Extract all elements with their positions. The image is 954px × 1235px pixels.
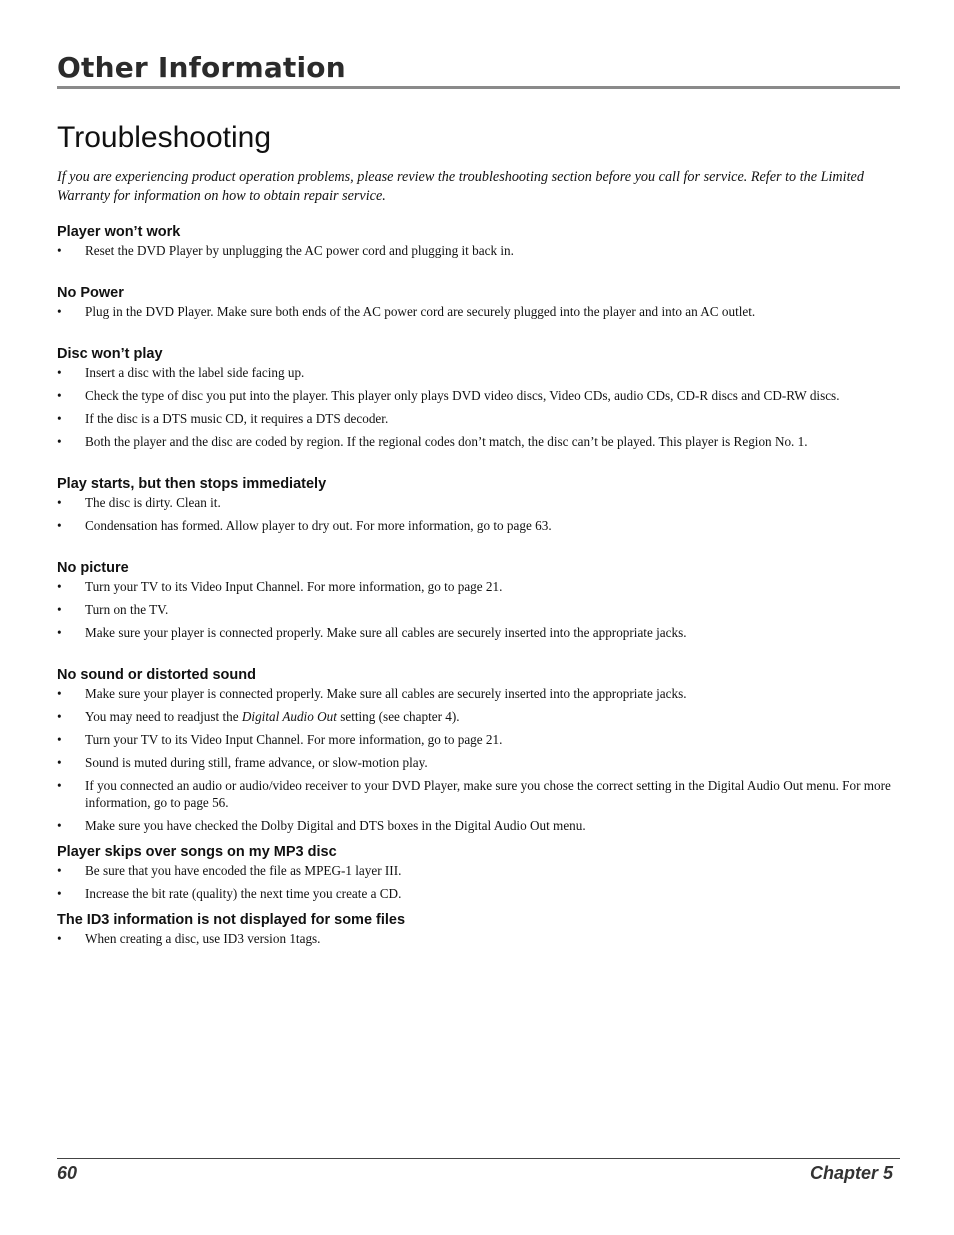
bullet-icon: • (57, 931, 62, 946)
bullet-list (57, 930, 900, 947)
item-text: If the disc is a DTS music CD, it requires a DTS decoder. (85, 411, 389, 426)
list-item (57, 708, 900, 725)
item-text: If you connected an audio or audio/video receiver to your DVD Player, make sure you chose the correct setting in the Digital Audio Out menu. For more information, go to page 56. (85, 778, 895, 810)
item-text-after: setting (see chapter 4). (336, 709, 460, 724)
item-text-emphasis: Digital Audio Out (241, 709, 337, 724)
item-text: Check the type of disc you put into the player. This player only plays DVD video discs, Video CDs, audio CDs, CD-R discs and CD-RW discs. (85, 388, 840, 403)
item-text: Sound is muted during still, frame advance, or slow-motion play. (85, 755, 428, 770)
bullet-icon: • (57, 518, 62, 533)
troubleshooting-section (57, 474, 900, 534)
section-heading: Player skips over songs on my MP3 disc (57, 844, 337, 860)
list-item (57, 387, 900, 404)
bullet-icon: • (57, 579, 62, 594)
troubleshooting-section (57, 558, 900, 641)
bullet-icon: • (57, 411, 62, 426)
list-item (57, 601, 900, 618)
troubleshooting-section (57, 344, 900, 450)
bullet-list (57, 578, 900, 641)
intro-paragraph: If you are experiencing product operation problems, please review the troubleshooting section before you call for service. Refer to the Limited Warranty for information on how to obtain repair service. (57, 169, 864, 204)
troubleshooting-section (57, 842, 900, 902)
item-text: Increase the bit rate (quality) the next time you create a CD. (85, 886, 402, 901)
list-item (57, 624, 900, 641)
item-text: Insert a disc with the label side facing up. (85, 365, 305, 380)
troubleshooting-section (57, 665, 900, 834)
list-item (57, 517, 900, 534)
item-text: Be sure that you have encoded the file as MPEG-1 layer III. (85, 863, 402, 878)
item-text: When creating a disc, use ID3 version 1tags. (85, 931, 321, 946)
bullet-icon: • (57, 778, 62, 793)
section-heading: Disc won’t play (57, 346, 163, 362)
section-heading: No picture (57, 560, 129, 576)
bullet-list (57, 685, 900, 834)
page-title: Troubleshooting (57, 121, 272, 154)
item-text: Both the player and the disc are coded by region. If the regional codes don’t match, the disc can’t be played. This player is Region No. 1. (85, 434, 808, 449)
section-heading: Play starts, but then stops immediately (57, 476, 327, 492)
item-text: Make sure your player is connected properly. Make sure all cables are securely inserted into the appropriate jacks. (85, 625, 687, 640)
list-item (57, 364, 900, 381)
item-text: Make sure your player is connected properly. Make sure all cables are securely inserted into the appropriate jacks. (85, 686, 687, 701)
list-item (57, 885, 900, 902)
bullet-icon: • (57, 886, 62, 901)
troubleshooting-section (57, 222, 900, 259)
item-text: Turn your TV to its Video Input Channel. For more information, go to page 21. (85, 732, 503, 747)
list-item (57, 410, 900, 427)
list-item (57, 433, 900, 450)
bullet-icon: • (57, 602, 62, 617)
list-item (57, 930, 900, 947)
footer-divider (57, 1158, 900, 1159)
list-item (57, 578, 900, 595)
troubleshooting-sections (57, 222, 900, 953)
bullet-list (57, 862, 900, 902)
bullet-icon: • (57, 434, 62, 449)
bullet-icon: • (57, 732, 62, 747)
item-text: Reset the DVD Player by unplugging the AC power cord and plugging it back in. (85, 243, 514, 258)
troubleshooting-section (57, 283, 900, 320)
bullet-icon: • (57, 686, 62, 701)
bullet-list (57, 303, 900, 320)
item-text (85, 709, 460, 724)
list-item (57, 494, 900, 511)
item-text: The disc is dirty. Clean it. (85, 495, 221, 510)
list-item (57, 777, 900, 811)
list-item (57, 242, 900, 259)
bullet-icon: • (57, 495, 62, 510)
section-header-title: Other Information (57, 51, 346, 84)
list-item (57, 731, 900, 748)
list-item (57, 817, 900, 834)
bullet-icon: • (57, 243, 62, 258)
bullet-icon: • (57, 818, 62, 833)
list-item (57, 303, 900, 320)
section-heading: Player won’t work (57, 224, 181, 240)
section-heading: The ID3 information is not displayed for some files (57, 912, 406, 928)
bullet-icon: • (57, 365, 62, 380)
section-heading: No Power (57, 285, 124, 301)
header-divider (57, 86, 900, 89)
chapter-label: Chapter 5 (809, 1163, 893, 1183)
page-number: 60 (57, 1163, 78, 1183)
bullet-list (57, 364, 900, 450)
item-text: Turn on the TV. (85, 602, 169, 617)
bullet-list (57, 242, 900, 259)
bullet-icon: • (57, 755, 62, 770)
item-text: Condensation has formed. Allow player to dry out. For more information, go to page 63. (85, 518, 552, 533)
troubleshooting-section (57, 910, 900, 947)
item-text: Make sure you have checked the Dolby Digital and DTS boxes in the Digital Audio Out menu. (85, 818, 586, 833)
list-item (57, 862, 900, 879)
bullet-icon: • (57, 709, 62, 724)
list-item (57, 685, 900, 702)
bullet-icon: • (57, 863, 62, 878)
item-text: Turn your TV to its Video Input Channel. For more information, go to page 21. (85, 579, 503, 594)
bullet-list (57, 494, 900, 534)
item-text: Plug in the DVD Player. Make sure both ends of the AC power cord are securely plugged into the player and into an AC outlet. (85, 304, 756, 319)
list-item (57, 754, 900, 771)
bullet-icon: • (57, 388, 62, 403)
bullet-icon: • (57, 625, 62, 640)
bullet-icon: • (57, 304, 62, 319)
section-heading: No sound or distorted sound (57, 667, 256, 683)
item-text-before: You may need to readjust the (85, 709, 242, 724)
